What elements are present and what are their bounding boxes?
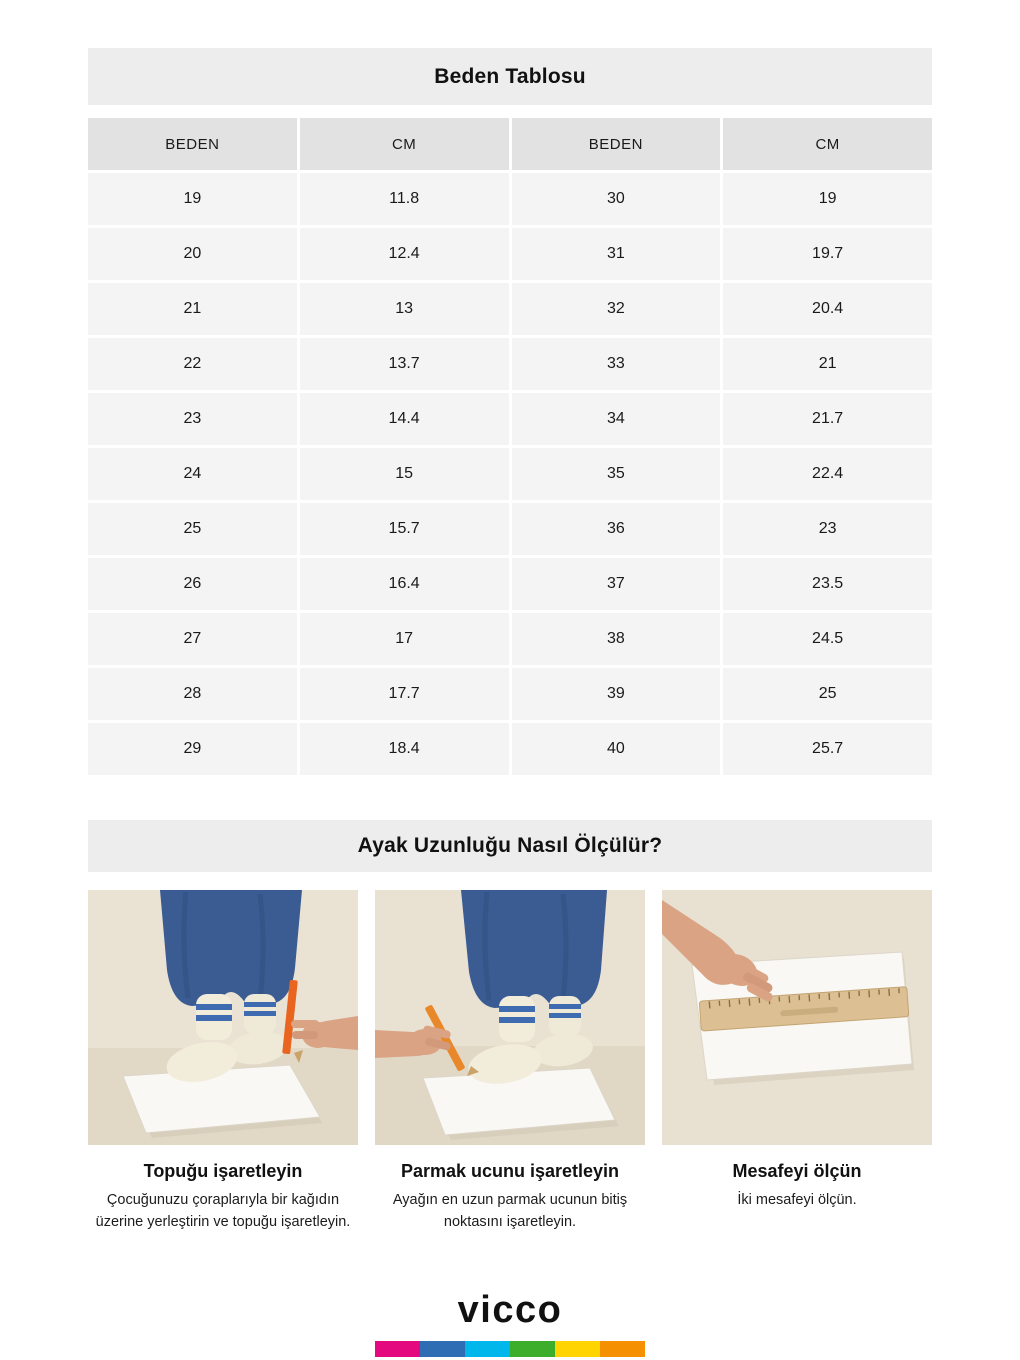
column-header-beden-right: BEDEN xyxy=(512,118,721,170)
table-row xyxy=(88,613,932,665)
table-cell: 13.7 xyxy=(300,338,509,390)
table-cell: 35 xyxy=(512,448,721,500)
table-cell: 19 xyxy=(723,173,932,225)
table-cell: 15.7 xyxy=(300,503,509,555)
table-cell: 37 xyxy=(512,558,721,610)
table-cell: 27 xyxy=(88,613,297,665)
table-row xyxy=(88,173,932,225)
table-cell: 29 xyxy=(88,723,297,775)
table-cell: 34 xyxy=(512,393,721,445)
color-segment-yellow xyxy=(555,1341,600,1357)
column-header-cm-left: CM xyxy=(300,118,509,170)
table-cell: 14.4 xyxy=(300,393,509,445)
step-mark-heel xyxy=(88,890,358,1234)
step-title: Topuğu işaretleyin xyxy=(143,1161,303,1181)
denim-legs xyxy=(160,890,302,1006)
table-cell: 22 xyxy=(88,338,297,390)
table-cell: 18.4 xyxy=(300,723,509,775)
table-cell: 20 xyxy=(88,228,297,280)
size-table-header-row xyxy=(88,118,932,170)
table-cell: 23 xyxy=(88,393,297,445)
step-title: Parmak ucunu işaretleyin xyxy=(400,1161,620,1181)
step-measure-distance xyxy=(662,890,932,1234)
step-mark-toe xyxy=(375,890,645,1234)
table-cell: 22.4 xyxy=(723,448,932,500)
measure-steps xyxy=(88,890,932,1234)
table-cell: 25.7 xyxy=(723,723,932,775)
heel-marking-photo xyxy=(88,890,358,1145)
toe-marking-photo xyxy=(375,890,645,1145)
ruler-measuring-photo xyxy=(662,890,932,1145)
denim-legs xyxy=(461,890,607,1008)
table-cell: 36 xyxy=(512,503,721,555)
table-cell: 23 xyxy=(723,503,932,555)
column-header-beden-left: BEDEN xyxy=(88,118,297,170)
table-cell: 19.7 xyxy=(723,228,932,280)
table-cell: 16.4 xyxy=(300,558,509,610)
table-row xyxy=(88,283,932,335)
vicco-logo: vicco xyxy=(457,1288,563,1331)
table-cell: 28 xyxy=(88,668,297,720)
table-cell: 17 xyxy=(300,613,509,665)
table-cell: 21 xyxy=(723,338,932,390)
table-row xyxy=(88,338,932,390)
table-cell: 12.4 xyxy=(300,228,509,280)
table-cell: 24.5 xyxy=(723,613,932,665)
color-segment-pink xyxy=(375,1341,420,1357)
table-row xyxy=(88,448,932,500)
step-description: Çocuğunuzu çoraplarıyla bir kağıdın üzerine yerleştirin ve topuğu işaretleyin. xyxy=(95,1192,351,1230)
table-row xyxy=(88,503,932,555)
color-segment-blue xyxy=(420,1341,465,1357)
table-cell: 21 xyxy=(88,283,297,335)
table-row xyxy=(88,393,932,445)
table-cell: 26 xyxy=(88,558,297,610)
table-row xyxy=(88,668,932,720)
measure-banner xyxy=(88,820,932,872)
table-cell: 15 xyxy=(300,448,509,500)
table-cell: 20.4 xyxy=(723,283,932,335)
table-cell: 19 xyxy=(88,173,297,225)
table-cell: 30 xyxy=(512,173,721,225)
step-title: Mesafeyi ölçün xyxy=(732,1161,862,1181)
table-cell: 32 xyxy=(512,283,721,335)
table-cell: 40 xyxy=(512,723,721,775)
table-cell: 11.8 xyxy=(300,173,509,225)
size-table xyxy=(88,118,932,775)
size-table-banner xyxy=(88,48,932,105)
measure-title: Ayak Uzunluğu Nasıl Ölçülür? xyxy=(357,834,663,857)
table-cell: 21.7 xyxy=(723,393,932,445)
step-description: İki mesafeyi ölçün. xyxy=(737,1192,857,1208)
table-cell: 25 xyxy=(723,668,932,720)
table-cell: 25 xyxy=(88,503,297,555)
color-segment-green xyxy=(510,1341,555,1357)
step-description: Ayağın en uzun parmak ucunun bitiş noktasını işaretleyin. xyxy=(392,1192,628,1230)
table-cell: 24 xyxy=(88,448,297,500)
table-cell: 13 xyxy=(300,283,509,335)
table-row xyxy=(88,228,932,280)
table-cell: 39 xyxy=(512,668,721,720)
table-cell: 17.7 xyxy=(300,668,509,720)
table-row xyxy=(88,558,932,610)
table-cell: 33 xyxy=(512,338,721,390)
table-cell: 38 xyxy=(512,613,721,665)
table-row xyxy=(88,723,932,775)
color-segment-cyan xyxy=(465,1341,510,1357)
column-header-cm-right: CM xyxy=(723,118,932,170)
table-cell: 31 xyxy=(512,228,721,280)
color-segment-orange xyxy=(600,1341,645,1357)
brand-color-bar xyxy=(375,1341,645,1357)
size-table-title: Beden Tablosu xyxy=(434,64,586,88)
footer xyxy=(88,1290,932,1358)
table-cell: 23.5 xyxy=(723,558,932,610)
